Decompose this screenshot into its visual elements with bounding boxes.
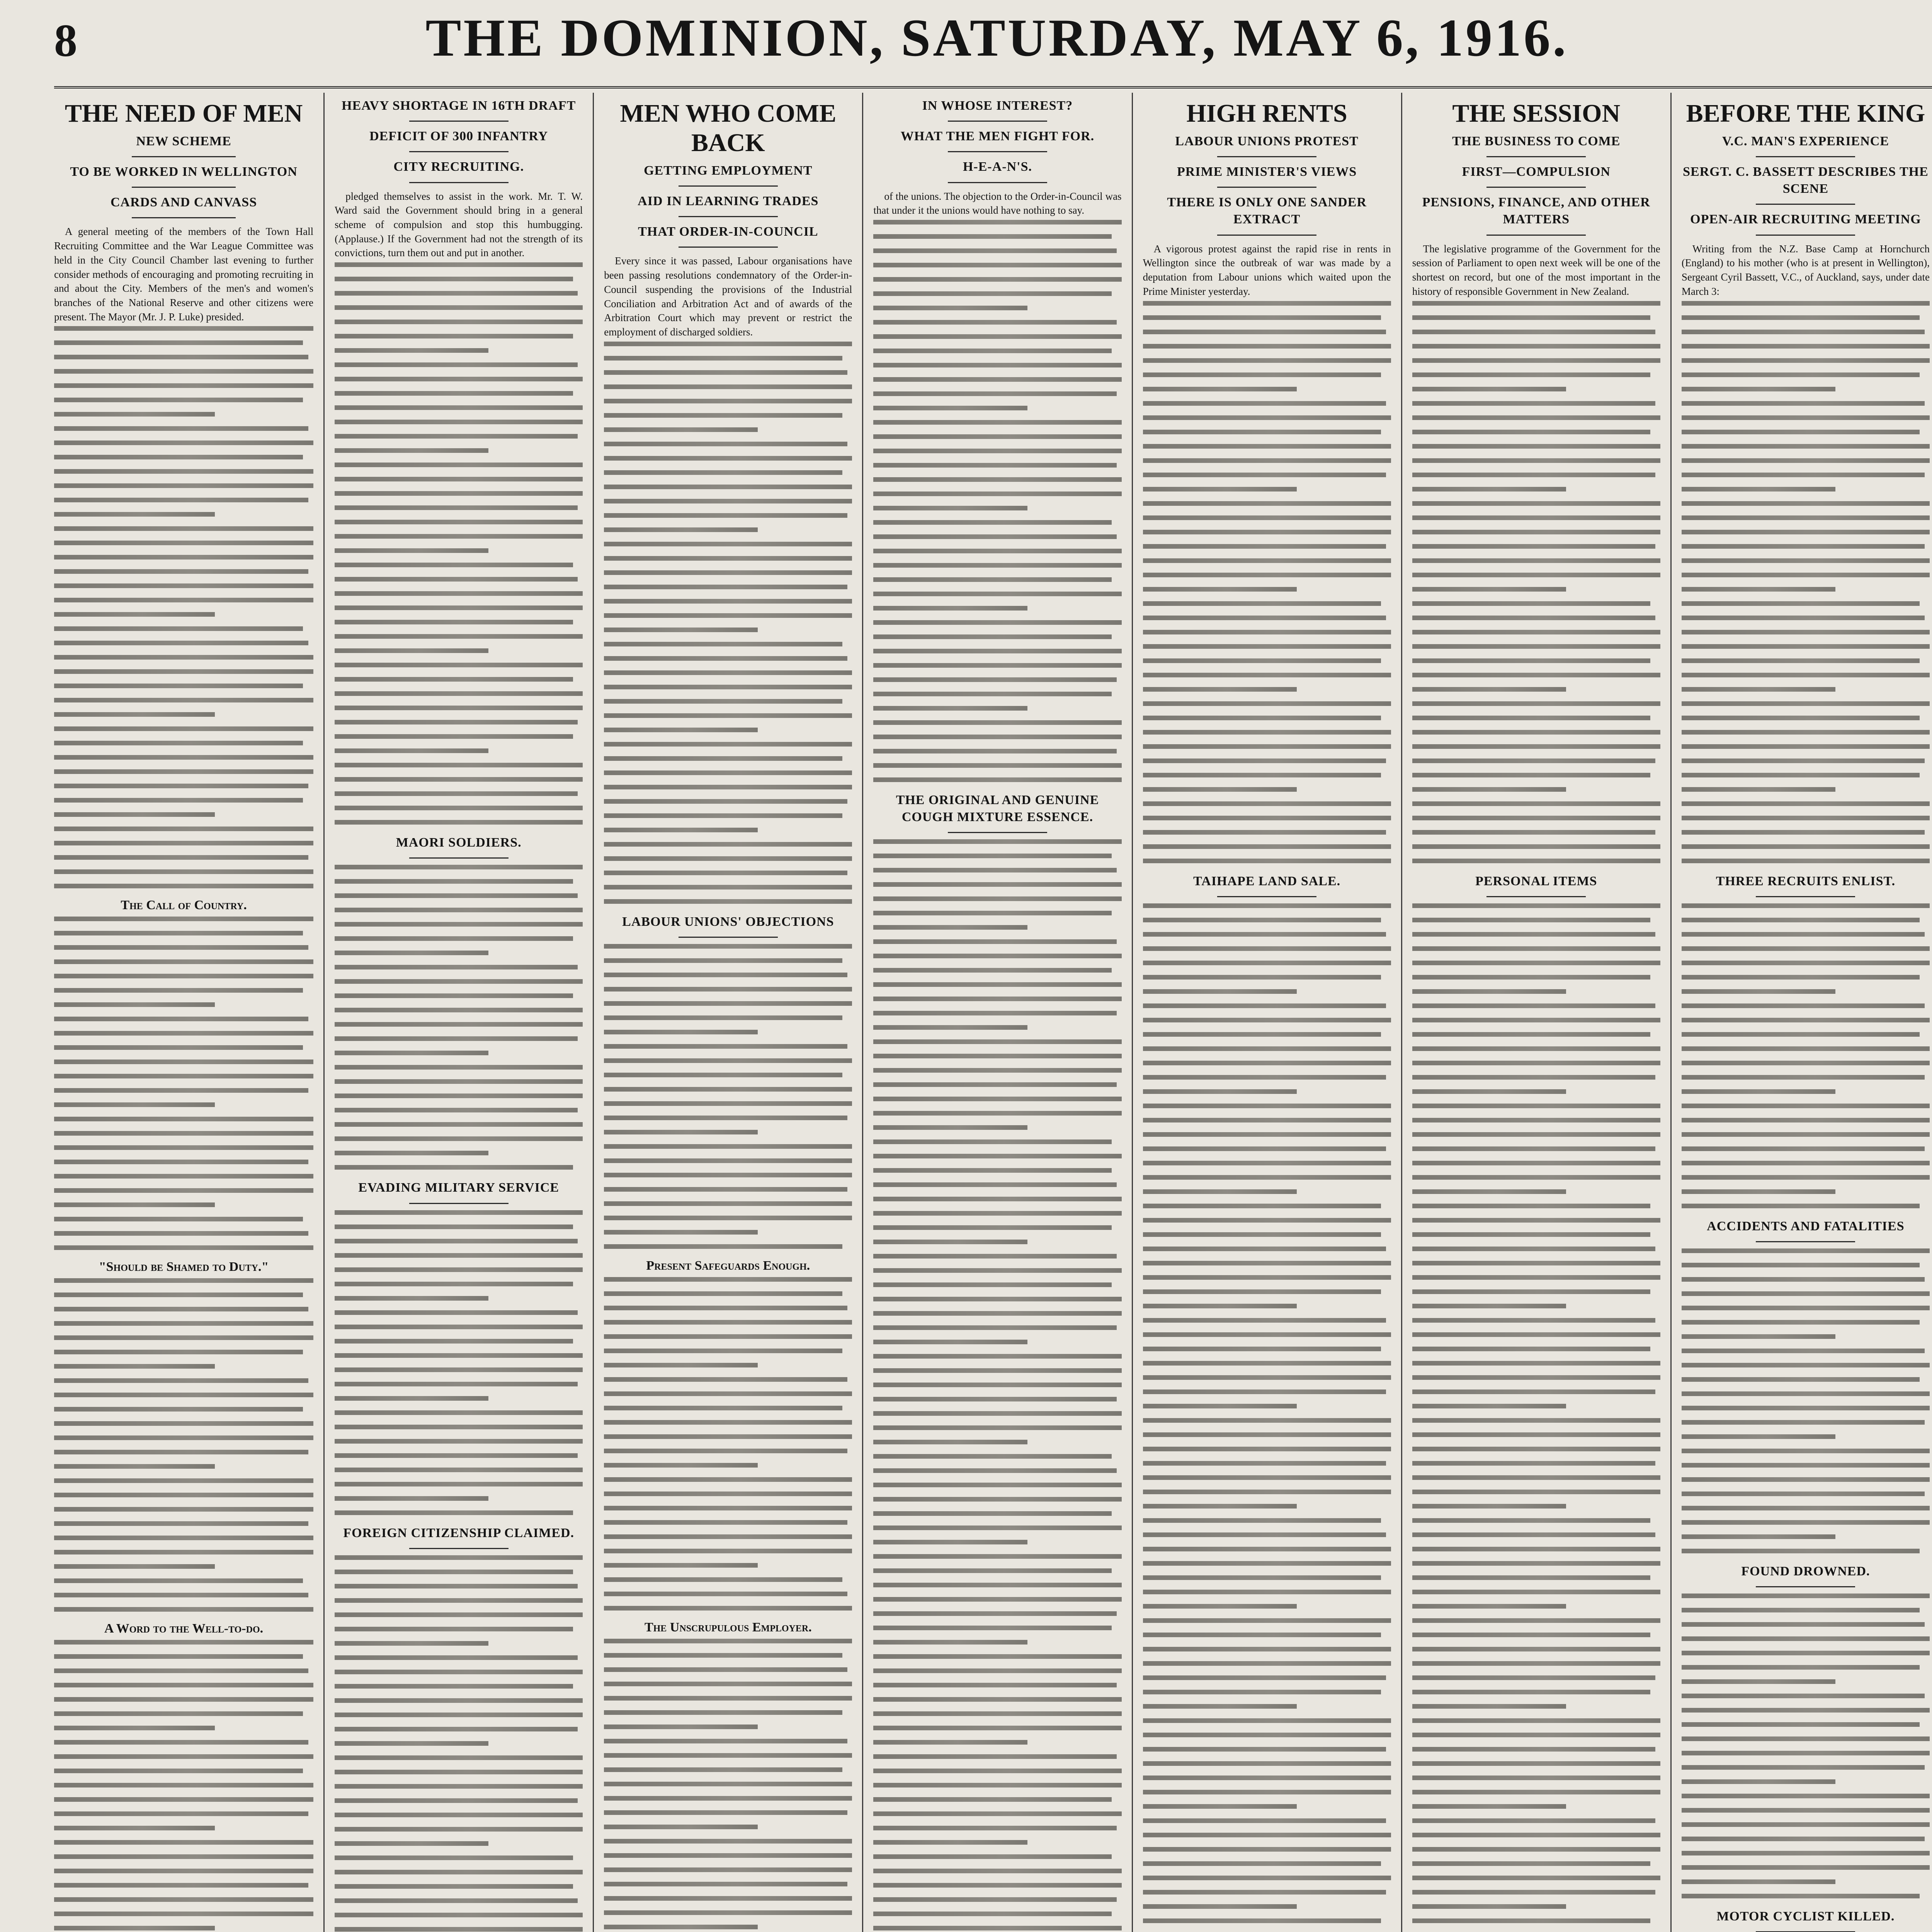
- body-text-lines: [1143, 1218, 1391, 1932]
- body-text-lines: [1412, 1218, 1660, 1932]
- divider: [1756, 204, 1855, 205]
- divider: [409, 182, 509, 183]
- divider: [1486, 235, 1586, 236]
- article-subheading: AID IN LEARNING TRADES: [638, 194, 819, 208]
- article-subheading: PENSIONS, FINANCE, AND OTHER MATTERS: [1422, 195, 1650, 227]
- article-subheading: LABOUR UNIONS' OBJECTIONS: [622, 914, 834, 929]
- newspaper-title: THE DOMINION, SATURDAY, MAY 6, 1916.: [425, 8, 1568, 67]
- article-subheading: FIRST—COMPULSION: [1462, 165, 1611, 179]
- article-subheading: H-E-A-N'S.: [963, 160, 1032, 174]
- body-text-lines: [335, 1555, 583, 1860]
- article-subheading: MAORI SOLDIERS.: [396, 835, 522, 850]
- body-text-lines: [604, 1277, 852, 1611]
- article-subheading: "Should be Shamed to Duty.": [99, 1260, 269, 1274]
- divider: [409, 857, 509, 859]
- article-subheading: Present Safeguards Enough.: [646, 1258, 810, 1273]
- divider: [679, 937, 778, 938]
- divider: [1756, 1586, 1855, 1587]
- article-subheading: WHAT THE MEN FIGHT FOR.: [900, 129, 1095, 144]
- article-lead-paragraph: Writing from the N.Z. Base Camp at Hornchurch (England) to his mother (who is at present in Wellington), Sergeant Cyril Bassett, V.C., of Auckland, says, under date March 3:: [1681, 243, 1930, 297]
- divider: [948, 121, 1047, 122]
- body-text-lines: [335, 865, 583, 1170]
- column-1: [54, 93, 323, 1932]
- divider: [679, 185, 778, 187]
- column-7: [1670, 93, 1932, 1932]
- article-subheading: IN WHOSE INTEREST?: [922, 99, 1073, 113]
- divider: [1756, 156, 1855, 157]
- body-text-lines: [873, 220, 1121, 782]
- body-text-lines: [604, 944, 852, 1249]
- divider: [1217, 896, 1316, 897]
- article-subheading: CITY RECRUITING.: [393, 160, 524, 174]
- column-6: [1401, 93, 1670, 1932]
- divider: [948, 151, 1047, 152]
- body-text-lines: [1412, 301, 1660, 863]
- article-subheading: SERGT. C. BASSETT DESCRIBES THE SCENE: [1683, 165, 1929, 196]
- divider: [1486, 156, 1586, 157]
- divider: [409, 1203, 509, 1204]
- article-subheading: THE BUSINESS TO COME: [1452, 134, 1621, 148]
- body-text-lines: [1682, 903, 1930, 1208]
- divider: [409, 121, 509, 122]
- article-subheading: THREE RECRUITS ENLIST.: [1716, 874, 1896, 888]
- masthead: [54, 7, 1932, 88]
- body-text-lines: [1682, 1248, 1930, 1553]
- article-lead-paragraph: pledged themselves to assist in the work. Mr. T. W. Ward said the Government should bring in a general scheme of compulsion and stop this humbugging. (Applause.) If the Government had not the strength of its convictions, turn them out and put in another.: [335, 190, 583, 259]
- body-text-lines: [873, 1154, 1121, 1932]
- article-subheading: TAIHAPE LAND SALE.: [1193, 874, 1341, 888]
- column-3: [593, 93, 862, 1932]
- article-subheading: EVADING MILITARY SERVICE: [358, 1180, 560, 1195]
- body-text-lines: [54, 917, 313, 1250]
- column-5: [1132, 93, 1401, 1932]
- article-subheading: GETTING EMPLOYMENT: [644, 163, 813, 178]
- article-lead-paragraph: A vigorous protest against the rapid rise in rents in Wellington since the outbreak of war was made by a deputation from Labour unions which waited upon the Prime Minister yesterday.: [1143, 243, 1391, 297]
- column-2: [323, 93, 593, 1932]
- article-subheading: PERSONAL ITEMS: [1475, 874, 1597, 888]
- body-text-lines: [335, 262, 583, 825]
- article-lead-paragraph: The legislative programme of the Government for the session of Parliament to open next week will be one of the shortest on record, but one of the most important in the history of responsible Government in New Zealand.: [1412, 243, 1660, 297]
- divider: [1217, 187, 1316, 188]
- body-text-lines: [54, 1278, 313, 1612]
- article-subheading: THAT ORDER-IN-COUNCIL: [638, 224, 818, 239]
- article-heading: MEN WHO COME BACK: [620, 99, 837, 157]
- body-text-lines: [335, 1870, 583, 1932]
- article-subheading: PRIME MINISTER'S VIEWS: [1177, 165, 1357, 179]
- divider: [132, 217, 235, 218]
- page-number: 8: [54, 15, 77, 66]
- body-text-lines: [1412, 903, 1660, 1208]
- divider: [132, 156, 235, 157]
- article-subheading: MOTOR CYCLIST KILLED.: [1716, 1909, 1895, 1924]
- article-heading: HIGH RENTS: [1186, 99, 1347, 128]
- divider: [1217, 235, 1316, 236]
- divider: [679, 216, 778, 217]
- article-heading: BEFORE THE KING: [1686, 99, 1925, 128]
- body-text-lines: [604, 1639, 852, 1932]
- article-subheading: A Word to the Well-to-do.: [104, 1621, 264, 1636]
- article-subheading: TO BE WORKED IN WELLINGTON: [70, 165, 298, 179]
- article-subheading: THERE IS ONLY ONE SANDER EXTRACT: [1167, 195, 1367, 227]
- divider: [948, 832, 1047, 833]
- article-subheading: LABOUR UNIONS PROTEST: [1175, 134, 1359, 148]
- article-subheading: HEAVY SHORTAGE IN 16TH DRAFT: [342, 99, 576, 113]
- body-text-lines: [54, 326, 313, 888]
- body-text-lines: [1682, 1594, 1930, 1898]
- article-subheading: The Unscrupulous Employer.: [644, 1620, 812, 1634]
- article-lead-paragraph: of the unions. The objection to the Order-in-Council was that under it the unions would have nothing to say.: [873, 190, 1122, 216]
- divider: [1217, 156, 1316, 157]
- body-text-lines: [54, 1640, 313, 1932]
- article-subheading: The Call of Country.: [121, 898, 247, 913]
- columns: [54, 93, 1932, 1932]
- article-lead-paragraph: Every since it was passed, Labour organisations have been passing resolutions condemnatory of the Order-in-Council suspending the provisions of the Industrial Conciliation and Arbitration Act and of awards of the Arbitration Court which may prevent or restrict the employment of discharged soldiers.: [604, 255, 852, 338]
- article-subheading: ACCIDENTS AND FATALITIES: [1707, 1219, 1905, 1233]
- divider: [1486, 187, 1586, 188]
- article-subheading: V.C. MAN'S EXPERIENCE: [1722, 134, 1889, 148]
- article-subheading: FOREIGN CITIZENSHIP CLAIMED.: [343, 1526, 575, 1540]
- article-subheading: FOUND DROWNED.: [1741, 1564, 1870, 1578]
- body-text-lines: [1682, 301, 1930, 863]
- article-subheading: THE ORIGINAL AND GENUINE COUGH MIXTURE ESSENCE.: [896, 793, 1099, 825]
- divider: [1756, 235, 1855, 236]
- body-text-lines: [604, 342, 852, 904]
- divider: [132, 187, 235, 188]
- divider: [679, 247, 778, 248]
- article-lead-paragraph: A general meeting of the members of the Town Hall Recruiting Committee and the War League Committee was held in the City Council Chamber last evening to further consider methods of encouraging and promoting recruiting in and about the City. Members of the men's and women's branches of the National Reserve and other citizens were present. The Mayor (Mr. J. P. Luke) presided.: [54, 226, 314, 323]
- article-heading: THE NEED OF MEN: [65, 99, 303, 128]
- body-text-lines: [1143, 903, 1391, 1208]
- divider: [1756, 1241, 1855, 1242]
- article-subheading: CARDS AND CANVASS: [111, 195, 257, 210]
- column-4: [862, 93, 1131, 1932]
- divider: [1486, 896, 1586, 897]
- article-subheading: DEFICIT OF 300 INFANTRY: [369, 129, 548, 144]
- body-text-lines: [873, 839, 1121, 1144]
- article-subheading: NEW SCHEME: [136, 134, 231, 148]
- article-subheading: OPEN-AIR RECRUITING MEETING: [1690, 212, 1921, 227]
- body-text-lines: [1143, 301, 1391, 863]
- divider: [409, 1548, 509, 1549]
- body-text-lines: [335, 1210, 583, 1515]
- divider: [1756, 896, 1855, 897]
- article-heading: THE SESSION: [1452, 99, 1621, 128]
- divider: [948, 182, 1047, 183]
- divider: [409, 151, 509, 152]
